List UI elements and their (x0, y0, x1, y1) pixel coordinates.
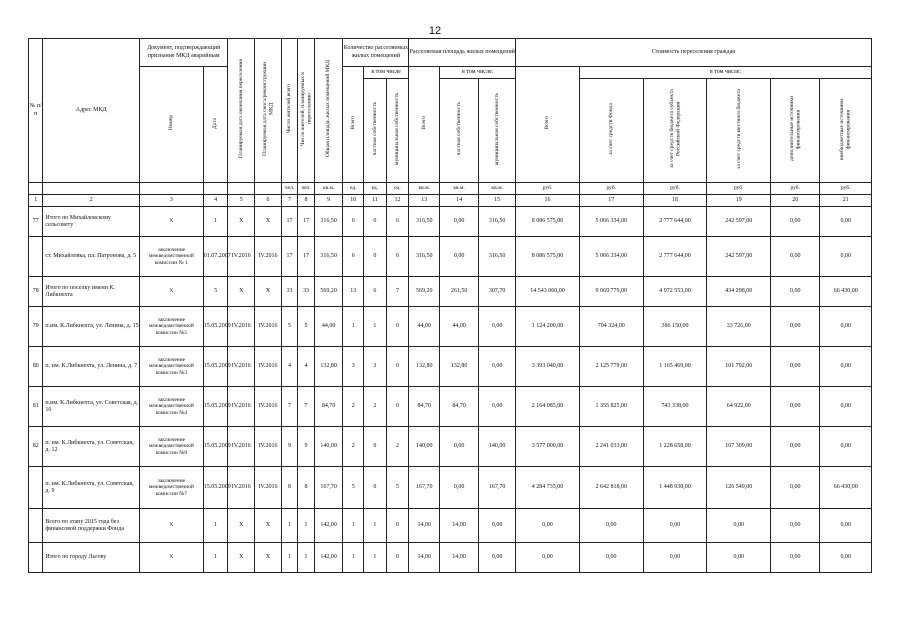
row-cost-fund: 704 324,00 (579, 307, 643, 347)
header-address: Адрес МКД (43, 39, 140, 183)
row-rooms-total: 1 (343, 509, 364, 543)
row-rooms-private: 6 (364, 277, 387, 307)
row-doc-number: заключение межведомственной комиссии №9 (140, 427, 204, 467)
header-area-municipal: муниципальная собственность (479, 79, 516, 183)
col-number: 12 (386, 195, 409, 207)
row-area-municipal: 0,00 (479, 543, 516, 573)
row-residents-planned: 7 (298, 387, 314, 427)
row-planned-demolish: IV.2016 (255, 387, 282, 427)
row-num: 81 (29, 387, 43, 427)
unit-cell: чел. (281, 183, 297, 195)
header-rooms-group: Количество расселяемых жилых помещений (343, 39, 409, 67)
row-residents-planned: 4 (298, 347, 314, 387)
row-address: п.им. К.Либкнехта, ул. Советская, д. 10 (43, 387, 140, 427)
table-row (29, 307, 872, 347)
row-planned-demolish: IV.2016 (255, 307, 282, 347)
row-area-total: 132,80 (314, 347, 343, 387)
col-number: 7 (281, 195, 297, 207)
row-rooms-municipal: 6 (386, 207, 409, 237)
row-residents-total: 5 (281, 307, 297, 347)
row-area-sum: 44,00 (409, 307, 440, 347)
row-cost-total: 0,00 (516, 509, 580, 543)
row-cost-local: 64 922,00 (707, 387, 771, 427)
row-doc-number: заключение межведомственной комиссии №4 (140, 387, 204, 427)
header-residents-planned: Число жителей, планируемых к переселению (298, 39, 314, 183)
row-cost-extrabudget: 0,00 (820, 387, 872, 427)
header-num: № п/п (29, 39, 43, 183)
table-row (29, 387, 872, 427)
col-number: 16 (516, 195, 580, 207)
unit-cell: руб. (579, 183, 643, 195)
row-planned-resettle: IV.2016 (228, 467, 255, 509)
table-row (29, 543, 872, 573)
unit-cell: кв.м. (479, 183, 516, 195)
row-cost-subject: 0,00 (643, 543, 707, 573)
col-number: 14 (440, 195, 479, 207)
row-rooms-municipal: 6 (386, 237, 409, 277)
row-cost-fund: 0,00 (579, 543, 643, 573)
col-number: 11 (364, 195, 387, 207)
row-residents-planned: 17 (298, 207, 314, 237)
row-rooms-private: 1 (364, 543, 387, 573)
unit-cell: руб. (516, 183, 580, 195)
row-planned-resettle: X (228, 509, 255, 543)
row-area-total: 142,00 (314, 509, 343, 543)
row-cost-total: 2 164 085,00 (516, 387, 580, 427)
row-residents-planned: 8 (298, 467, 314, 509)
row-rooms-municipal: 7 (386, 277, 409, 307)
col-number: 15 (479, 195, 516, 207)
table-row (29, 509, 872, 543)
header-rooms-incl: в том числе (364, 67, 409, 79)
row-cost-extrabudget: 0,00 (820, 307, 872, 347)
row-cost-total: 3 393 040,00 (516, 347, 580, 387)
row-cost-fund: 0,00 (579, 509, 643, 543)
col-number: 1 (29, 195, 43, 207)
column-number-row (29, 195, 872, 207)
unit-cell: кв.м. (440, 183, 479, 195)
row-area-private: 0,00 (440, 427, 479, 467)
row-cost-additional: 0,00 (771, 307, 820, 347)
header-rooms-municipal: муниципальная собственность (386, 79, 409, 183)
row-residents-planned: 9 (298, 427, 314, 467)
row-planned-demolish: X (255, 277, 282, 307)
unit-cell: руб. (771, 183, 820, 195)
row-planned-resettle: X (228, 207, 255, 237)
row-cost-subject: 1 448 938,00 (643, 467, 707, 509)
row-rooms-municipal: 0 (386, 307, 409, 347)
table-row (29, 207, 872, 237)
row-area-private: 44,00 (440, 307, 479, 347)
row-doc-date: 1 (203, 207, 228, 237)
table-row (29, 237, 872, 277)
row-cost-total: 3 577 000,00 (516, 427, 580, 467)
row-cost-local: 0,00 (707, 543, 771, 573)
row-planned-resettle: IV.2016 (228, 427, 255, 467)
row-cost-additional: 0,00 (771, 467, 820, 509)
row-cost-total: 0,00 (516, 543, 580, 573)
row-rooms-private: 0 (364, 467, 387, 509)
header-area-total: Общая площадь жилых помещений МКД (314, 39, 343, 183)
row-rooms-municipal: 0 (386, 347, 409, 387)
row-cost-local: 101 792,00 (707, 347, 771, 387)
row-rooms-municipal: 0 (386, 387, 409, 427)
row-doc-number: заключение межведомственной комиссии №5 (140, 307, 204, 347)
row-cost-extrabudget: 0,00 (820, 509, 872, 543)
header-planned-resettle: Планируемая дата окончания переселения (228, 39, 255, 183)
row-area-municipal: 167,70 (479, 467, 516, 509)
unit-cell: кв.м. (314, 183, 343, 195)
row-cost-extrabudget: 0,00 (820, 207, 872, 237)
header-area-sum: Всего (409, 67, 440, 183)
row-rooms-private: 0 (364, 237, 387, 277)
row-area-sum: 14,00 (409, 543, 440, 573)
row-doc-date: 1 (203, 543, 228, 573)
row-cost-fund: 2 642 818,00 (579, 467, 643, 509)
row-doc-date: 15.05.2009 (203, 387, 228, 427)
row-area-private: 14,00 (440, 543, 479, 573)
row-address: п. им. К.Либкнехта, ул. Советская, д. 12 (43, 427, 140, 467)
row-area-total: 44,00 (314, 307, 343, 347)
row-area-private: 0,00 (440, 467, 479, 509)
row-planned-demolish: IV.2016 (255, 427, 282, 467)
row-cost-additional: 0,00 (771, 237, 820, 277)
row-cost-extrabudget: 0,00 (820, 347, 872, 387)
col-number: 5 (228, 195, 255, 207)
row-planned-resettle: X (228, 277, 255, 307)
table-row (29, 277, 872, 307)
row-rooms-total: 6 (343, 207, 364, 237)
row-cost-additional: 0,00 (771, 277, 820, 307)
row-cost-subject: 1 228 658,00 (643, 427, 707, 467)
header-cost-local: за счет средств местного бюджета (707, 79, 771, 183)
header-doc-date: Дата (203, 67, 228, 183)
row-cost-total: 4 284 735,00 (516, 467, 580, 509)
row-address: Итого по городу Льгову (43, 543, 140, 573)
row-address: ст. Михайловка, пл. Патронова, д. 5 (43, 237, 140, 277)
header-doc-number: Номер (140, 67, 204, 183)
row-area-sum: 569,20 (409, 277, 440, 307)
row-cost-extrabudget: 0,00 (820, 427, 872, 467)
row-residents-total: 7 (281, 387, 297, 427)
row-area-total: 84,70 (314, 387, 343, 427)
row-planned-demolish: X (255, 509, 282, 543)
row-area-private: 84,70 (440, 387, 479, 427)
unit-cell: ед. (343, 183, 364, 195)
row-cost-total: 8 086 575,00 (516, 207, 580, 237)
row-rooms-total: 2 (343, 387, 364, 427)
row-planned-demolish: IV.2016 (255, 237, 282, 277)
row-doc-number: заключение межведомственной комиссии № 1 (140, 237, 204, 277)
header-area-incl: в том числе: (440, 67, 516, 79)
col-number: 10 (343, 195, 364, 207)
row-cost-total: 1 124 200,00 (516, 307, 580, 347)
row-rooms-total: 5 (343, 467, 364, 509)
header-cost-group: Стоимость переселения граждан (516, 39, 872, 67)
row-doc-date: 15.05.2009 (203, 467, 228, 509)
row-rooms-private: 1 (364, 307, 387, 347)
row-cost-local: 33 726,00 (707, 307, 771, 347)
row-cost-total: 14 543 060,00 (516, 277, 580, 307)
row-area-private: 14,00 (440, 509, 479, 543)
row-planned-resettle: X (228, 543, 255, 573)
col-number: 8 (298, 195, 314, 207)
row-area-municipal: 0,00 (479, 347, 516, 387)
row-rooms-total: 2 (343, 427, 364, 467)
row-address: п. им. К.Либкнехта, ул. Советская, д. 9 (43, 467, 140, 509)
header-planned-demolish: Планируемая дата сноса/реконструкции МКД (255, 39, 282, 183)
header-residents-total: Число жителей всего (281, 39, 297, 183)
row-doc-number: заключение межведомственной комиссии №7 (140, 467, 204, 509)
row-rooms-private: 3 (364, 347, 387, 387)
row-area-sum: 316,50 (409, 237, 440, 277)
row-cost-additional: 0,00 (771, 509, 820, 543)
row-area-total: 167,70 (314, 467, 343, 509)
col-number: 4 (203, 195, 228, 207)
row-cost-subject: 2 777 644,00 (643, 237, 707, 277)
row-num (29, 509, 43, 543)
row-area-municipal: 307,70 (479, 277, 516, 307)
row-address: п. им. К.Либкнехта, ул. Ленина, д. 7 (43, 347, 140, 387)
row-num (29, 467, 43, 509)
row-doc-number: X (140, 543, 204, 573)
row-doc-number: X (140, 509, 204, 543)
row-num: 80 (29, 347, 43, 387)
row-cost-subject: 4 972 553,00 (643, 277, 707, 307)
row-area-municipal: 0,00 (479, 509, 516, 543)
header-area-group: Расселяемая площадь жилых помещений (409, 39, 516, 67)
row-num: 82 (29, 427, 43, 467)
row-doc-date: 5 (203, 277, 228, 307)
row-cost-subject: 386 150,00 (643, 307, 707, 347)
row-area-sum: 14,00 (409, 509, 440, 543)
table-row (29, 347, 872, 387)
row-area-municipal: 140,00 (479, 427, 516, 467)
row-residents-total: 1 (281, 509, 297, 543)
row-cost-local: 107 309,00 (707, 427, 771, 467)
row-rooms-private: 2 (364, 387, 387, 427)
col-number: 21 (820, 195, 872, 207)
row-cost-additional: 0,00 (771, 387, 820, 427)
row-cost-fund: 2 125 779,00 (579, 347, 643, 387)
row-cost-local: 242 597,00 (707, 207, 771, 237)
row-num: 78 (29, 277, 43, 307)
row-cost-fund: 2 241 033,00 (579, 427, 643, 467)
table-row (29, 427, 872, 467)
row-area-private: 0,00 (440, 207, 479, 237)
row-rooms-municipal: 0 (386, 509, 409, 543)
col-number: 13 (409, 195, 440, 207)
row-area-private: 261,50 (440, 277, 479, 307)
row-rooms-private: 1 (364, 509, 387, 543)
header-area-private: частная собственность (440, 79, 479, 183)
header-cost-incl: в том числе: (579, 67, 871, 79)
row-rooms-municipal: 2 (386, 427, 409, 467)
row-rooms-total: 6 (343, 237, 364, 277)
row-cost-additional: 0,00 (771, 543, 820, 573)
row-rooms-municipal: 0 (386, 543, 409, 573)
row-planned-demolish: X (255, 207, 282, 237)
row-doc-date: 15.05.2009 (203, 347, 228, 387)
row-residents-total: 8 (281, 467, 297, 509)
row-area-municipal: 316,50 (479, 207, 516, 237)
row-cost-additional: 0,00 (771, 427, 820, 467)
unit-cell: руб. (707, 183, 771, 195)
row-doc-date: 15.05.2009 (203, 427, 228, 467)
row-residents-total: 1 (281, 543, 297, 573)
row-planned-demolish: IV.2016 (255, 467, 282, 509)
header-cost-extrabudget: внебюджетные источники финансирования (820, 79, 872, 183)
row-num (29, 237, 43, 277)
row-residents-total: 9 (281, 427, 297, 467)
row-rooms-private: 0 (364, 427, 387, 467)
row-num: 79 (29, 307, 43, 347)
header-cost-additional: дополнительные источники финансирования (771, 79, 820, 183)
row-area-total: 142,00 (314, 543, 343, 573)
row-rooms-total: 1 (343, 307, 364, 347)
row-num: 77 (29, 207, 43, 237)
row-address: Итого по поселку имени К. Либкнехта (43, 277, 140, 307)
row-cost-fund: 5 066 334,00 (579, 207, 643, 237)
row-cost-total: 8 086 575,00 (516, 237, 580, 277)
row-residents-planned: 33 (298, 277, 314, 307)
table-row (29, 467, 872, 509)
row-rooms-private: 0 (364, 207, 387, 237)
row-cost-fund: 5 066 334,00 (579, 237, 643, 277)
row-cost-additional: 0,00 (771, 207, 820, 237)
row-area-sum: 140,00 (409, 427, 440, 467)
col-number: 9 (314, 195, 343, 207)
row-doc-number: X (140, 207, 204, 237)
row-address: Итого по Михайловскому сельсовету (43, 207, 140, 237)
row-planned-resettle: IV.2016 (228, 387, 255, 427)
unit-cell: кв.м. (409, 183, 440, 195)
header-doc-group: Документ, подтверждающий признание МКД аварийным (140, 39, 228, 67)
row-residents-total: 4 (281, 347, 297, 387)
row-residents-planned: 5 (298, 307, 314, 347)
col-number: 2 (43, 195, 140, 207)
units-row (29, 183, 872, 195)
row-area-private: 0,00 (440, 237, 479, 277)
col-number: 3 (140, 195, 204, 207)
row-cost-additional: 0,00 (771, 347, 820, 387)
row-rooms-total: 1 (343, 543, 364, 573)
row-cost-subject: 1 165 469,00 (643, 347, 707, 387)
unit-cell: чел. (298, 183, 314, 195)
row-cost-local: 0,00 (707, 509, 771, 543)
row-doc-date: 01.07.2007 (203, 237, 228, 277)
row-area-sum: 84,70 (409, 387, 440, 427)
col-number: 18 (643, 195, 707, 207)
row-doc-number: заключение межведомственной комиссии №3 (140, 347, 204, 387)
resettlement-table (28, 38, 872, 573)
row-cost-local: 242 597,00 (707, 237, 771, 277)
row-area-municipal: 316,50 (479, 237, 516, 277)
row-residents-planned: 17 (298, 237, 314, 277)
row-cost-subject: 0,00 (643, 509, 707, 543)
col-number: 20 (771, 195, 820, 207)
row-area-total: 569,20 (314, 277, 343, 307)
row-area-municipal: 0,00 (479, 387, 516, 427)
row-residents-total: 17 (281, 237, 297, 277)
row-area-total: 316,50 (314, 207, 343, 237)
unit-cell: руб. (820, 183, 872, 195)
row-doc-date: 15.05.2009 (203, 307, 228, 347)
row-planned-resettle: IV.2016 (228, 347, 255, 387)
col-number: 19 (707, 195, 771, 207)
row-doc-number: X (140, 277, 204, 307)
unit-cell: ед. (364, 183, 387, 195)
row-doc-date: 1 (203, 509, 228, 543)
page-number: 12 (428, 25, 442, 37)
row-area-municipal: 0,00 (479, 307, 516, 347)
row-residents-planned: 1 (298, 543, 314, 573)
row-residents-planned: 1 (298, 509, 314, 543)
row-residents-total: 33 (281, 277, 297, 307)
row-area-total: 140,00 (314, 427, 343, 467)
row-cost-subject: 743 338,00 (643, 387, 707, 427)
row-cost-extrabudget: 66 430,00 (820, 467, 872, 509)
row-cost-local: 434 298,00 (707, 277, 771, 307)
row-planned-resettle: IV.2016 (228, 307, 255, 347)
row-area-sum: 167,70 (409, 467, 440, 509)
header-rooms-total: Всего (343, 67, 364, 183)
row-residents-total: 17 (281, 207, 297, 237)
row-planned-resettle: IV.2016 (228, 237, 255, 277)
header-cost-fund: за счет средств Фонда (579, 79, 643, 183)
row-address: п.им. К.Либкнехта, ул. Ленина, д. 15 (43, 307, 140, 347)
header-cost-subject: за счет средств бюджета субъекта Российской Федерации (643, 79, 707, 183)
row-address: Всего по этапу 2015 года без финансовой поддержки Фонда (43, 509, 140, 543)
row-cost-subject: 2 777 644,00 (643, 207, 707, 237)
header-rooms-private: частная собственность (364, 79, 387, 183)
row-rooms-total: 3 (343, 347, 364, 387)
row-area-sum: 316,50 (409, 207, 440, 237)
row-cost-extrabudget: 66 430,00 (820, 277, 872, 307)
row-rooms-municipal: 5 (386, 467, 409, 509)
unit-cell: руб. (643, 183, 707, 195)
unit-cell: ед. (386, 183, 409, 195)
header-cost-total: Всего (516, 67, 580, 183)
row-cost-extrabudget: 0,00 (820, 237, 872, 277)
row-cost-local: 126 549,00 (707, 467, 771, 509)
row-cost-fund: 1 355 825,00 (579, 387, 643, 427)
row-cost-extrabudget: 0,00 (820, 543, 872, 573)
col-number: 6 (255, 195, 282, 207)
col-number: 17 (579, 195, 643, 207)
row-cost-fund: 9 069 779,00 (579, 277, 643, 307)
row-rooms-total: 13 (343, 277, 364, 307)
row-area-total: 316,50 (314, 237, 343, 277)
row-area-sum: 132,80 (409, 347, 440, 387)
row-planned-demolish: IV.2016 (255, 347, 282, 387)
row-num (29, 543, 43, 573)
row-area-private: 132,80 (440, 347, 479, 387)
row-planned-demolish: X (255, 543, 282, 573)
